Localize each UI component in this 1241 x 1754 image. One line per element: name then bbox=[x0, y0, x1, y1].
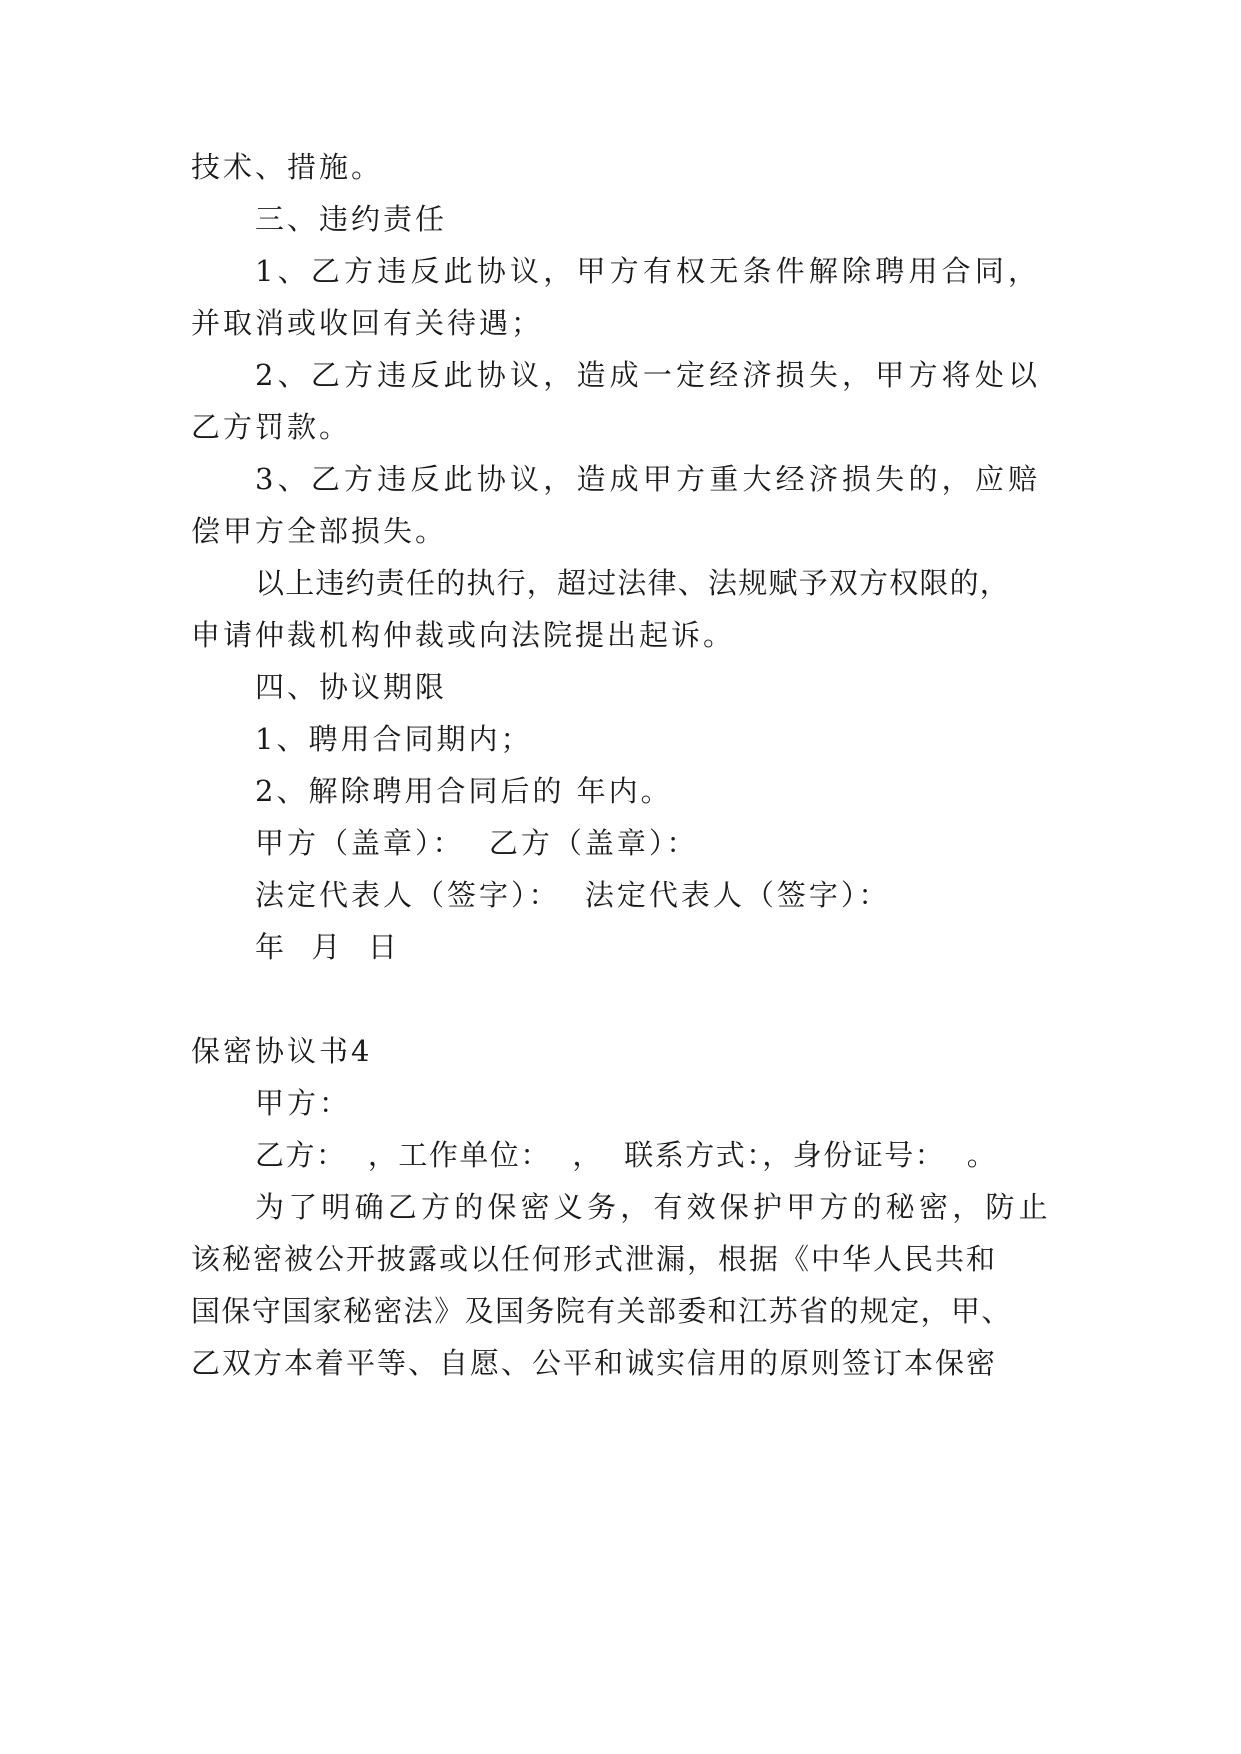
text-line: 国保守国家秘密法》及国务院有关部委和江苏省的规定，甲、 bbox=[191, 1294, 1012, 1328]
signature-line: 甲方（盖章）： 乙方（盖章）： bbox=[255, 826, 699, 860]
party-b-line: 乙方： ，工作单位： ， 联系方式：，身份证号： 。 bbox=[255, 1138, 998, 1172]
text-line: 偿甲方全部损失。 bbox=[191, 514, 448, 548]
text-line: 为了明确乙方的保密义务，有效保护甲方的秘密，防止 bbox=[255, 1190, 1052, 1224]
signature-line: 法定代表人（签字）： 法定代表人（签字）： bbox=[255, 878, 891, 912]
text-line: 并取消或收回有关待遇； bbox=[191, 306, 544, 340]
text-line: 1、聘用合同期内； bbox=[255, 722, 533, 756]
text-line: 技术、措施。 bbox=[191, 150, 384, 184]
text-line: 申请仲裁机构仲裁或向法院提出起诉。 bbox=[191, 618, 736, 652]
text-line: 该秘密被公开披露或以任何形式泄漏，根据《中华人民共和 bbox=[191, 1242, 998, 1276]
text-line: 3、乙方违反此协议，造成甲方重大经济损失的，应赔 bbox=[255, 462, 1042, 496]
party-a-line: 甲方： bbox=[255, 1086, 352, 1120]
section-heading: 三、违约责任 bbox=[255, 202, 448, 236]
text-line: 2、乙方违反此协议，造成一定经济损失，甲方将处以 bbox=[255, 358, 1042, 392]
text-line: 乙双方本着平等、自愿、公平和诚实信用的原则签订本保密 bbox=[191, 1346, 998, 1380]
text-line: 以上违约责任的执行，超过法律、法规赋予双方权限的， bbox=[255, 566, 1011, 600]
document-title: 保密协议书4 bbox=[191, 1034, 373, 1068]
text-line: 2、解除聘用合同后的 年内。 bbox=[255, 774, 673, 808]
text-line: 乙方罚款。 bbox=[191, 410, 352, 444]
text-line: 1、乙方违反此协议，甲方有权无条件解除聘用合同， bbox=[255, 254, 1042, 288]
date-line: 年 月 日 bbox=[255, 930, 400, 964]
section-heading: 四、协议期限 bbox=[255, 670, 448, 704]
